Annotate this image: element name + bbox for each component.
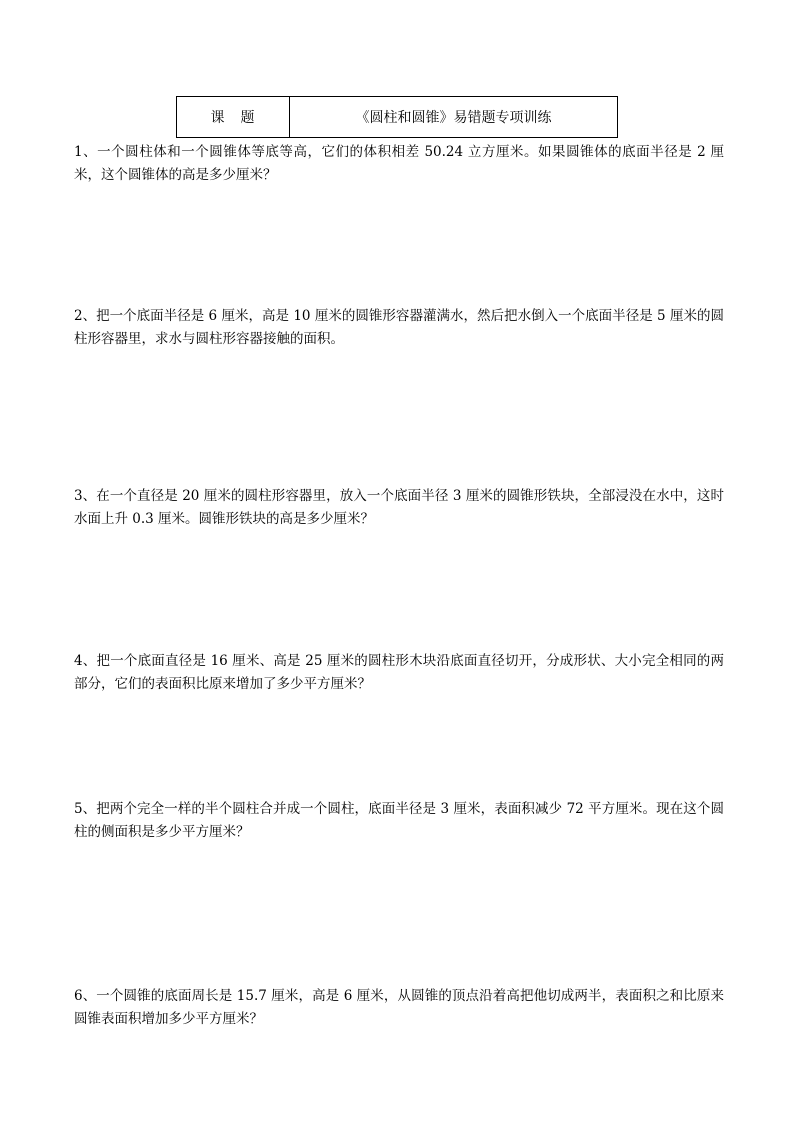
header-title: 《圆柱和圆锥》易错题专项训练 [355,110,552,126]
question-1: 1、一个圆柱体和一个圆锥体等底等高，它们的体积相差 50.24 立方厘米。如果圆锥体的底面半径是 2 厘米，这个圆锥体的高是多少厘米？ [74,144,724,183]
question-5: 5、把两个完全一样的半个圆柱合并成一个圆柱，底面半径是 3 厘米，表面积减少 72 平方厘米。现在这个圆柱的侧面积是多少平方厘米？ [74,801,724,840]
question-6: 6、一个圆锥的底面周长是 15.7 厘米，高是 6 厘米，从圆锥的顶点沿着高把他切成两半，表面积之和比原来圆锥表面积增加多少平方厘米？ [74,988,724,1027]
header-label: 课 题 [177,97,290,137]
question-4: 4、把一个底面直径是 16 厘米、高是 25 厘米的圆柱形木块沿底面直径切开，分成形状、大小完全相同的两部分，它们的表面积比原来增加了多少平方厘米？ [74,653,724,692]
question-2: 2、把一个底面半径是 6 厘米，高是 10 厘米的圆锥形容器灌满水，然后把水倒入一个底面半径是 5 厘米的圆柱形容器里，求水与圆柱形容器接触的面积。 [74,308,724,347]
header-table [176,96,618,138]
question-3: 3、在一个直径是 20 厘米的圆柱形容器里，放入一个底面半径 3 厘米的圆锥形铁块，全部浸没在水中，这时水面上升 0.3 厘米。圆锥形铁块的高是多少厘米？ [74,488,724,527]
